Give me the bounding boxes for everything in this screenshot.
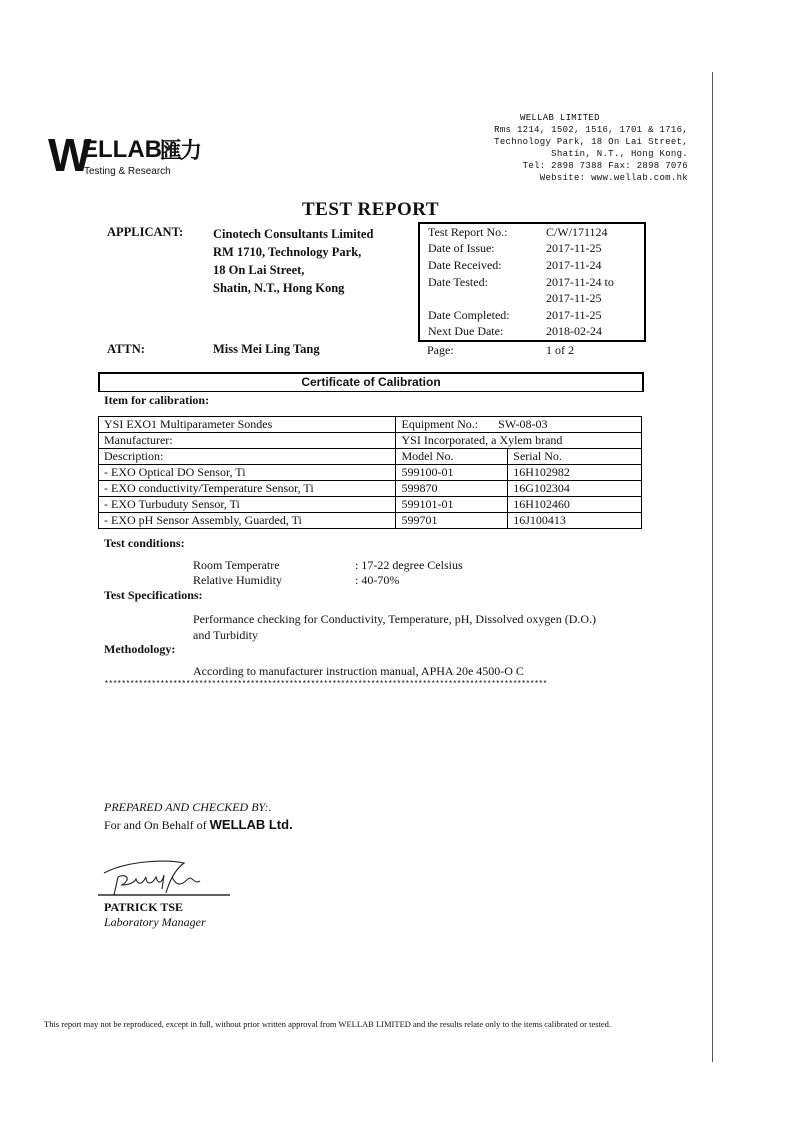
table-row <box>99 449 642 465</box>
info-label-date-tested: Date Tested: <box>428 275 488 289</box>
condition-value: : 40-70% <box>355 573 400 587</box>
test-conditions-label: Test conditions: <box>104 536 185 550</box>
applicant-address-line: 18 On Lai Street, <box>213 263 305 277</box>
on-behalf-line <box>104 817 293 833</box>
item-serial: 16G102304 <box>508 481 642 497</box>
report-title: TEST REPORT <box>302 199 439 220</box>
item-model: 599101-01 <box>396 497 508 513</box>
logo-letter-w: W <box>48 129 92 181</box>
company-website: Website: www.wellab.com.hk <box>539 173 688 183</box>
footer-disclaimer: This report may not be reproduced, except in full, without prior written approval from WELLAB LIMITED and the results relate only to the items calibrated or tested. <box>44 1019 612 1029</box>
table-row <box>99 433 642 449</box>
attn-value: Miss Mei Ling Tang <box>213 342 320 356</box>
info-label-next-due-date: Next Due Date: <box>428 324 504 338</box>
test-specifications-label: Test Specifications: <box>104 588 203 602</box>
company-address-line: Technology Park, 18 On Lai Street, <box>494 137 688 147</box>
company-address-line: Shatin, N.T., Hong Kong. <box>551 149 688 159</box>
item-description: - EXO Turbuduty Sensor, Ti <box>99 497 396 513</box>
attn-label: ATTN: <box>107 342 145 356</box>
info-label-date-completed: Date Completed: <box>428 308 510 322</box>
info-label-report-no: Test Report No.: <box>428 225 508 239</box>
company-name: WELLAB LIMITED <box>520 113 600 123</box>
table-row <box>99 465 642 481</box>
info-value-next-due-date: 2018-02-24 <box>546 324 602 338</box>
item-serial: 16H102982 <box>508 465 642 481</box>
table-row <box>99 417 642 433</box>
signatory-title: Laboratory Manager <box>104 915 206 929</box>
company-phone: Tel: 2898 7388 Fax: 2898 7076 <box>522 161 688 171</box>
table-row <box>99 513 642 529</box>
applicant-name: Cinotech Consultants Limited <box>213 227 374 241</box>
item-for-calibration-label: Item for calibration: <box>104 393 210 407</box>
prepared-by-label: PREPARED AND CHECKED BY:. <box>104 800 272 814</box>
applicant-address <box>213 225 373 297</box>
condition-value: : 17-22 degree Celsius <box>355 558 463 572</box>
company-address <box>470 112 688 184</box>
specification-line: and Turbidity <box>193 628 259 642</box>
margin-line <box>712 72 713 1062</box>
methodology-label: Methodology: <box>104 642 176 656</box>
item-model: 599870 <box>396 481 508 497</box>
logo-subtitle: Testing & Research <box>84 166 171 177</box>
item-description: - EXO Optical DO Sensor, Ti <box>99 465 396 481</box>
info-value-date-tested-end: 2017-11-25 <box>546 291 602 305</box>
page-value: 1 of 2 <box>546 343 574 357</box>
company-logo <box>48 129 218 182</box>
logo-wordmark: ELLAB <box>82 136 162 163</box>
info-value-date-tested: 2017-11-24 to <box>546 275 614 289</box>
applicant-address-line: RM 1710, Technology Park, <box>213 245 362 259</box>
equipment-number-label: Equipment No.: <box>401 417 479 431</box>
applicant-label: APPLICANT: <box>107 225 184 239</box>
methodology-text: According to manufacturer instruction manual, APHA 20e 4500-O C <box>193 664 524 678</box>
calibration-table <box>98 416 642 529</box>
info-label-date-of-issue: Date of Issue: <box>428 241 495 255</box>
on-behalf-company: WELLAB Ltd. <box>209 817 293 832</box>
serial-header: Serial No. <box>508 449 642 465</box>
equipment-number-value: SW-08-03 <box>498 417 548 431</box>
item-serial: 16H102460 <box>508 497 642 513</box>
item-description: - EXO pH Sensor Assembly, Guarded, Ti <box>99 513 396 529</box>
manufacturer-value: YSI Incorporated, a Xylem brand <box>396 433 642 449</box>
specification-line: Performance checking for Conductivity, Temperature, pH, Dissolved oxygen (D.O.) <box>193 612 597 626</box>
condition-name: Room Temperatre <box>193 558 280 572</box>
info-value-date-of-issue: 2017-11-25 <box>546 241 602 255</box>
certificate-title-bar <box>98 372 644 392</box>
condition-name: Relative Humidity <box>193 573 282 587</box>
item-serial: 16J100413 <box>508 513 642 529</box>
logo-chinese: 匯力 <box>160 139 201 164</box>
test-specifications-text <box>193 611 596 643</box>
description-header: Description: <box>99 449 396 465</box>
separator-stars: ******************************************************************************************************* <box>104 680 547 689</box>
info-value-date-completed: 2017-11-25 <box>546 308 602 322</box>
report-info-box <box>418 222 646 342</box>
page-label: Page: <box>427 343 454 357</box>
info-label-date-received: Date Received: <box>428 258 502 272</box>
equipment-name: YSI EXO1 Multiparameter Sondes <box>99 417 396 433</box>
info-value-report-no: C/W/171124 <box>546 225 608 239</box>
equipment-number-cell <box>396 417 642 433</box>
model-header: Model No. <box>396 449 508 465</box>
applicant-address-line: Shatin, N.T., Hong Kong <box>213 281 345 295</box>
info-value-date-received: 2017-11-24 <box>546 258 602 272</box>
item-description: - EXO conductivity/Temperature Sensor, Ti <box>99 481 396 497</box>
item-model: 599100-01 <box>396 465 508 481</box>
manufacturer-label: Manufacturer: <box>99 433 396 449</box>
signature-image <box>96 855 232 903</box>
on-behalf-prefix: For and On Behalf of <box>104 818 210 832</box>
item-model: 599701 <box>396 513 508 529</box>
certificate-title: Certificate of Calibration <box>301 375 441 389</box>
table-row <box>99 481 642 497</box>
signatory-name: PATRICK TSE <box>104 900 184 914</box>
company-address-line: Rms 1214, 1502, 1516, 1701 & 1716, <box>494 125 688 135</box>
table-row <box>99 497 642 513</box>
